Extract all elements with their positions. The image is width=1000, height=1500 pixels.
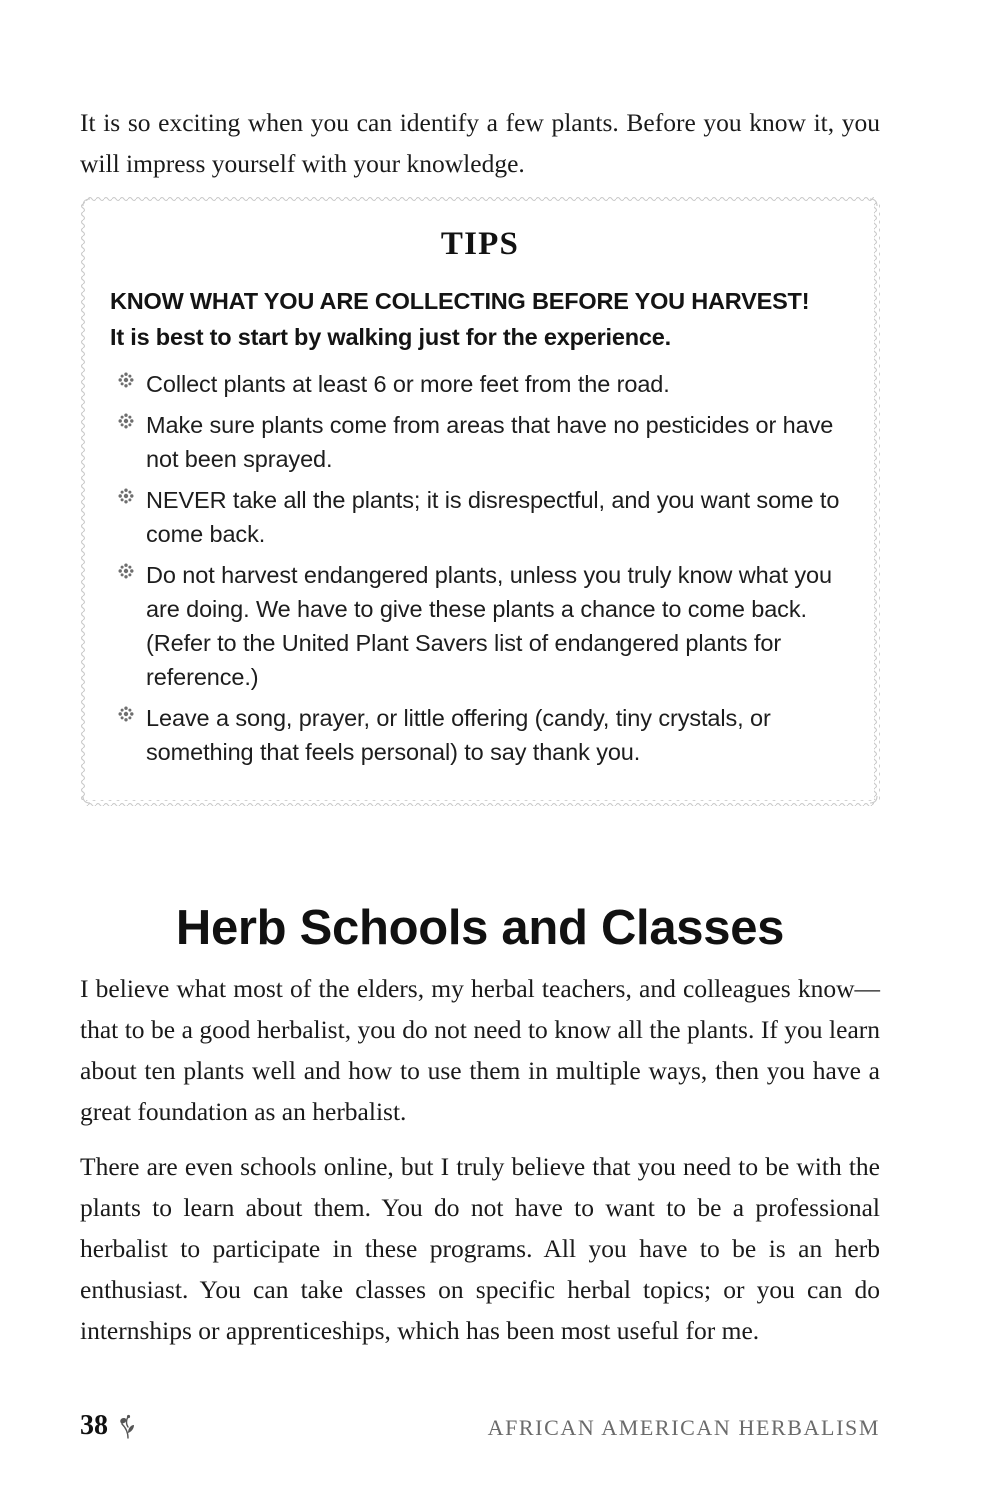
section-heading: Herb Schools and Classes [175,900,785,955]
running-head: AFRICAN AMERICAN HERBALISM [487,1415,880,1440]
tips-title: TIPS [440,226,520,262]
tips-lead-line-2: It is best to start by walking just for the experience. [110,324,671,350]
tips-lead-line-1: KNOW WHAT YOU ARE COLLECTING BEFORE YOU HARVEST! [110,288,810,314]
florette-ornament-bullet-icon [116,704,136,724]
list-item-text: Collect plants at least 6 or more feet from the road. [146,371,670,397]
intro-paragraph: It is so exciting when you can identify a few plants. Before you know it, you will impress yourself with your knowledge. [80,107,880,178]
list-item-text: Do not harvest endangered plants, unless you truly know what you are doing. We have to give these plants a chance to come back. (Refer to the United Plant Savers list of endangered plants for reference.) [146,562,832,690]
list-item [110,367,850,401]
tips-callout-box [80,196,880,806]
list-item-text: NEVER take all the plants; it is disrespectful, and you want some to come back. [146,487,840,547]
section-paragraph-1: I believe what most of the elders, my herbal teachers, and colleagues know—that to be a good herbalist, you do not need to know all the plants. If you learn about ten plants well and how to use them in multiple ways, then you have a great foundation as an herbalist. [80,973,880,1126]
list-item [110,558,850,694]
leaf-sprig-ornament-icon [116,1414,140,1440]
list-item-text: Leave a song, prayer, or little offering (candy, tiny crystals, or something that feels personal) to say thank you. [146,705,771,765]
florette-ornament-bullet-icon [116,411,136,431]
florette-ornament-bullet-icon [116,370,136,390]
section-paragraph-2: There are even schools online, but I truly believe that you need to be with the plants to learn about them. You do not have to want to be a professional herbalist to participate in these programs. All you have to be is an herb enthusiast. You can take classes on specific herbal topics; or you can do internships or apprenticeships, which has been most useful for me. [80,1151,880,1345]
list-item-text: Make sure plants come from areas that have no pesticides or have not been sprayed. [146,412,834,472]
tips-list [110,367,850,769]
list-item [110,701,850,769]
florette-ornament-bullet-icon [116,486,136,506]
florette-ornament-bullet-icon [116,561,136,581]
list-item [110,483,850,551]
list-item [110,408,850,476]
page-number: 38 [80,1410,108,1441]
page-footer [80,1408,880,1452]
